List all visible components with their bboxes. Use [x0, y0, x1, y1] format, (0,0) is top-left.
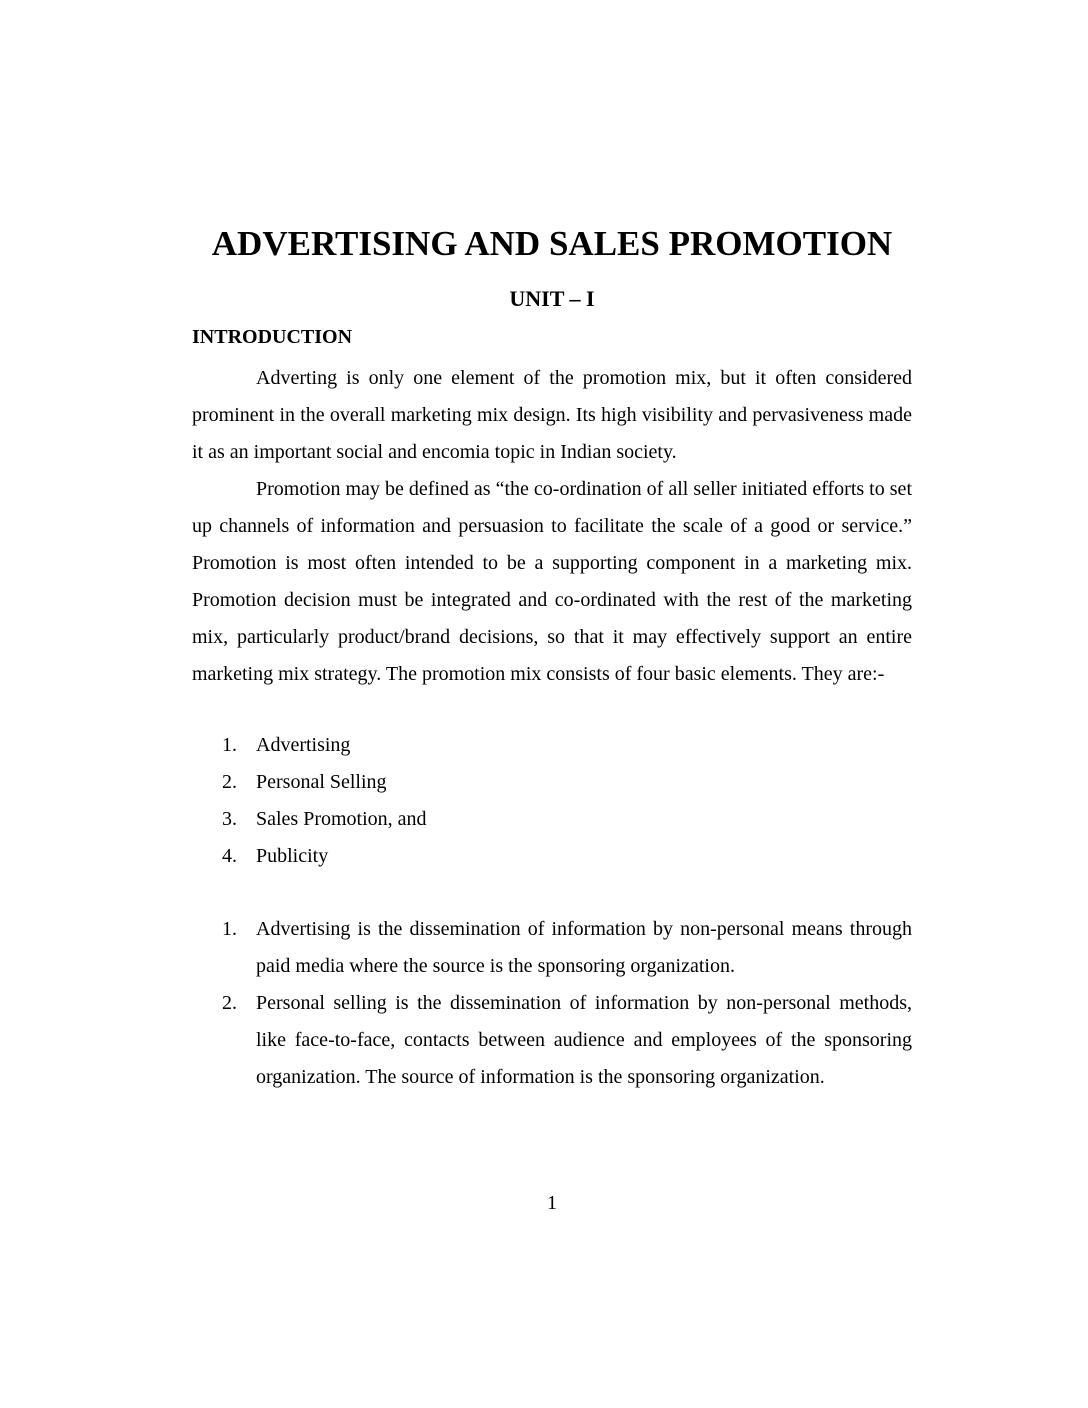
list-item — [222, 727, 912, 764]
list-text: Publicity — [256, 845, 329, 867]
definitions-list — [222, 911, 912, 1096]
list-text: Personal Selling — [256, 771, 387, 793]
document-title: ADVERTISING AND SALES PROMOTION — [211, 224, 893, 263]
list-text: Advertising is the dissemination of information by non-personal means through paid media where the source is the sponsoring organization. — [256, 918, 912, 977]
page-number: 1 — [547, 1192, 557, 1214]
list-number: 1. — [222, 734, 237, 756]
list-text: Sales Promotion, and — [256, 808, 427, 830]
paragraph: Promotion may be defined as “the co-ordination of all seller initiated efforts to set up channels of information and persuasion to facilitate the scale of a good or service.” Promotion is most often intended to be a supporting component in a marketing mix. Promotion decision must be integrated and co-ordinated with the rest of the marketing mix, particularly product/brand decisions, so that it may effectively support an entire marketing mix strategy. The promotion mix consists of four basic elements. They are:- — [192, 478, 912, 685]
promotion-elements-list — [222, 727, 912, 875]
list-number: 3. — [222, 808, 237, 830]
list-item — [222, 985, 912, 1096]
list-number: 1. — [222, 918, 237, 940]
list-number: 2. — [222, 992, 237, 1014]
paragraph: Adverting is only one element of the promotion mix, but it often considered prominent in the overall marketing mix design. Its high visibility and pervasiveness made it as an important social and encomia topic in Indian society. — [192, 367, 912, 463]
list-item — [222, 838, 912, 875]
unit-heading: UNIT – I — [509, 286, 595, 311]
section-heading: INTRODUCTION — [192, 326, 353, 348]
list-text: Advertising — [256, 734, 351, 756]
list-item — [222, 801, 912, 838]
list-number: 4. — [222, 845, 237, 867]
list-text: Personal selling is the dissemination of information by non-personal methods, like face-to-face, contacts between audience and employees of the sponsoring organization. The source of information is the sponsoring organization. — [256, 992, 912, 1088]
list-item — [222, 764, 912, 801]
list-number: 2. — [222, 771, 237, 793]
list-item — [222, 911, 912, 985]
